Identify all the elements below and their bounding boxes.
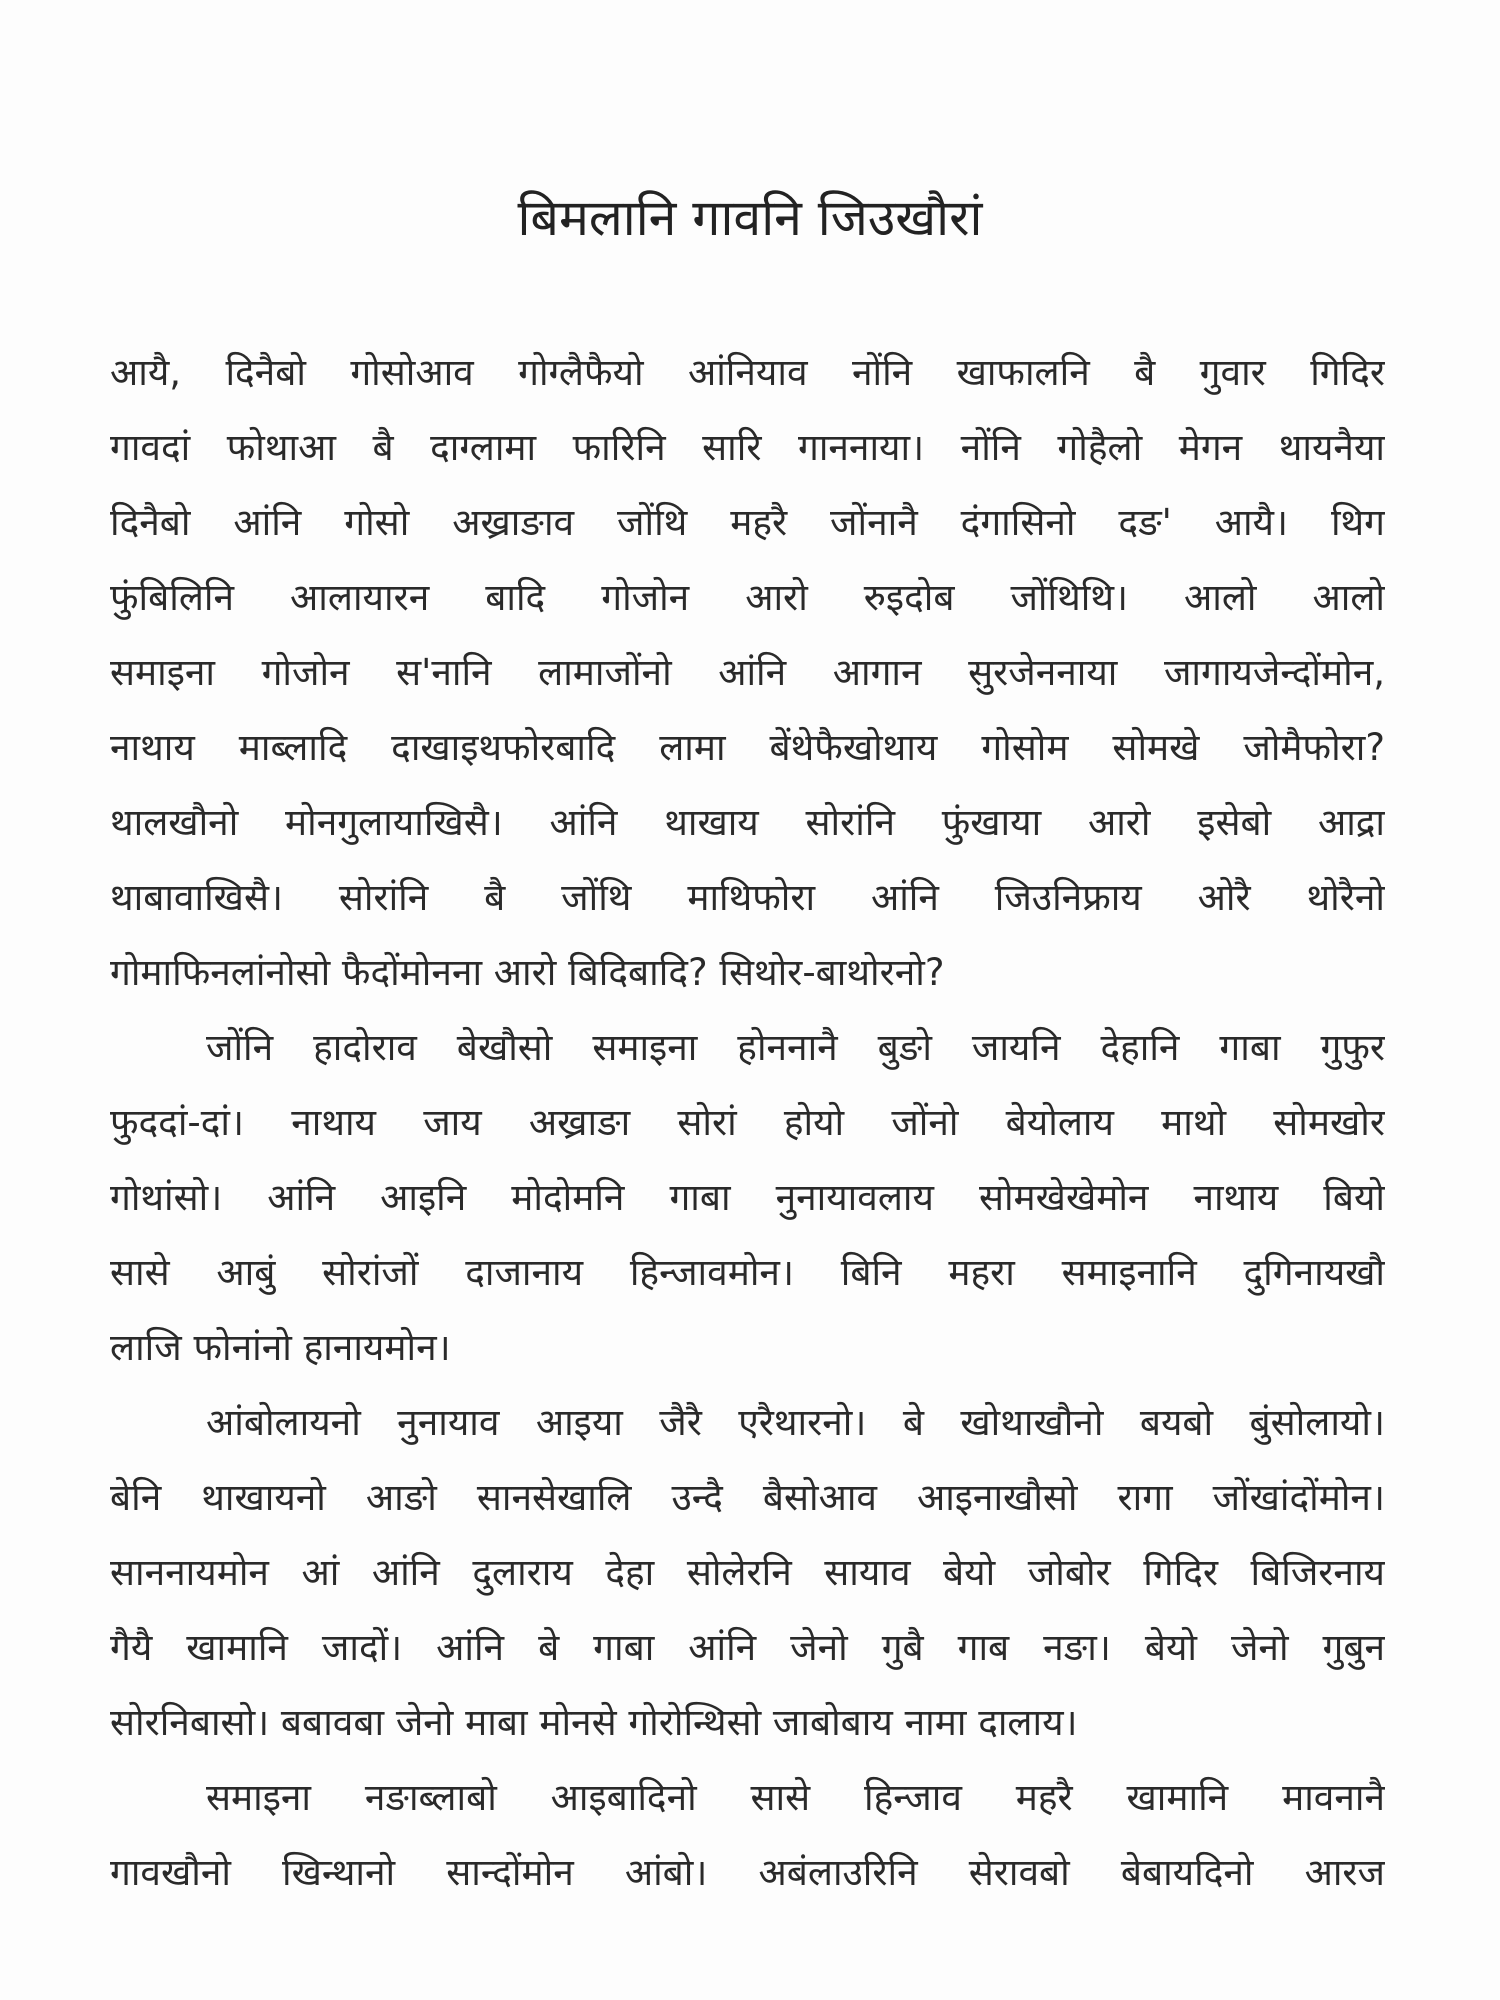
text-line: समाइना नङाब्लाबो आइबादिनो सासे हिन्जाव महरै खामानि मावनानै: [206, 1776, 1385, 1819]
text-line: गोथांसो। आंनि आइनि मोदोमनि गाबा नुनायावलाय सोमखेखेमोन नाथाय बियो: [110, 1176, 1385, 1219]
text-line: गावखौनो खिन्थानो सान्दोंमोन आंबो। अबंलाउरिनि सेरावबो बेबायदिनो आरज: [110, 1851, 1385, 1894]
text-line: थाबावाखिसै। सोरांनि बै जोंथि माथिफोरा आंनि जिउनिफ्राय ओरै थोरैनो: [110, 876, 1385, 919]
text-line: सासे आबुं सोरांजों दाजानाय हिन्जावमोन। बिनि महरा समाइनानि दुगिनायखौ: [110, 1251, 1385, 1294]
text-line: समाइना गोजोन स'नानि लामाजोंनो आंनि आगान सुरजेननाया जागायजेन्दोंमोन,: [110, 651, 1385, 694]
text-line: दिनैबो आंनि गोसो अख्राङाव जोंथि महरै जोंनानै दंगासिनो दङ' आयै। थिग: [110, 501, 1385, 544]
text-line: बेनि थाखायनो आङो सानसेखालि उन्दै बैसोआव आइनाखौसो रागा जोंखांदोंमोन।: [110, 1476, 1385, 1519]
text-line: फुददां-दां। नाथाय जाय अख्राङा सोरां होयो जोंनो बेयोलाय माथो सोमखोर: [110, 1101, 1385, 1144]
text-line: साननायमोन आं आंनि दुलाराय देहा सोलेरनि सायाव बेयो जोबोर गिदिर बिजिरनाय: [110, 1551, 1385, 1594]
text-line: आंबोलायनो नुनायाव आइया जैरै एरैथारनो। बे खोथाखौनो बयबो बुंसोलायो।: [206, 1401, 1385, 1444]
text-line: गैयै खामानि जादों। आंनि बे गाबा आंनि जेनो गुबै गाब नङा। बेयो जेनो गुबुन: [110, 1626, 1385, 1669]
text-line: जोंनि हादोराव बेखौसो समाइना होननानै बुङो जायनि देहानि गाबा गुफुर: [206, 1026, 1385, 1069]
text-line: फुंबिलिनि आलायारन बादि गोजोन आरो रुइदोब जोंथिथि। आलो आलो: [110, 576, 1385, 619]
text-line: नाथाय माब्लादि दाखाइथफोरबादि लामा बेंथेफैखोथाय गोसोम सोमखे जोमैफोरा?: [110, 726, 1385, 769]
text-line: गोमाफिनलांनोसो फैदोंमोनना आरो बिदिबादि? सिथोर-बाथोरनो?: [110, 951, 945, 994]
text-line: गावदां फोथाआ बै दाग्लामा फारिनि सारि गाननाया। नोंनि गोहैलो मेगन थायनैया: [110, 426, 1385, 469]
document-title: बिमलानि गावनि जिउखौरां: [517, 189, 983, 247]
text-line: सोरनिबासो। बबावबा जेनो माबा मोनसे गोरोन्थिसो जाबोबाय नामा दालाय।: [110, 1701, 1078, 1744]
text-line: आयै, दिनैबो गोसोआव गोग्लैफैयो आंनियाव नोंनि खाफालनि बै गुवार गिदिर: [110, 351, 1385, 394]
text-line: लाजि फोनांनो हानायमोन।: [110, 1326, 451, 1369]
text-line: थालखौनो मोनगुलायाखिसै। आंनि थाखाय सोरांनि फुंखाया आरो इसेबो आद्रा: [110, 801, 1385, 844]
document-body: [110, 335, 1385, 1910]
